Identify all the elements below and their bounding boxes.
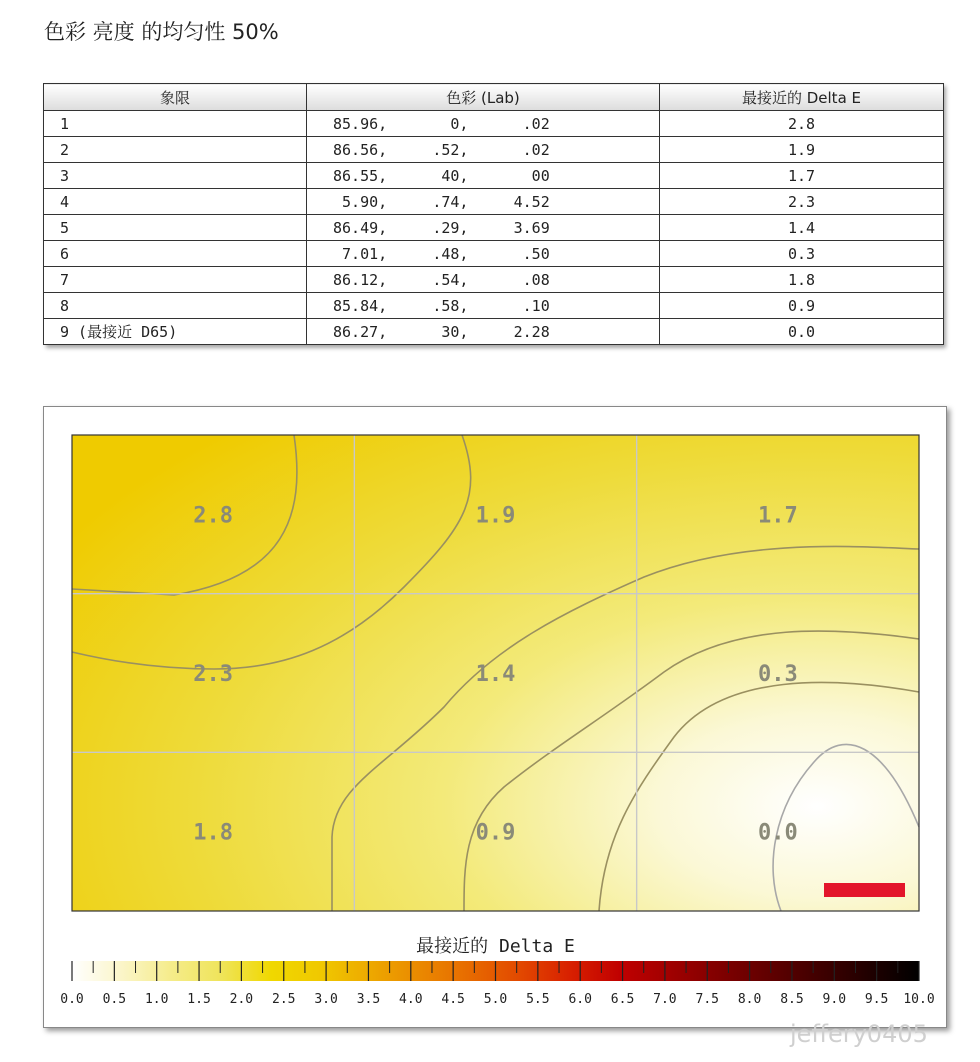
lab-cell: 7.01, .48, .50 bbox=[307, 241, 660, 267]
lab-cell: 5.90, .74, 4.52 bbox=[307, 189, 660, 215]
colorbar-tick-label: 6.5 bbox=[610, 992, 635, 1007]
delta-e-cell: 1.4 bbox=[660, 215, 944, 241]
header-lab: 色彩 (Lab) bbox=[307, 84, 660, 111]
lab-cell: 86.49, .29, 3.69 bbox=[307, 215, 660, 241]
colorbar-title: 最接近的 Delta E bbox=[416, 936, 575, 957]
delta-e-cell: 1.8 bbox=[660, 267, 944, 293]
header-quadrant: 象限 bbox=[44, 84, 307, 111]
colorbar-tick-label: 2.0 bbox=[229, 992, 254, 1007]
heatmap-panel bbox=[43, 406, 947, 1028]
colorbar-tick-label: 0.0 bbox=[60, 992, 84, 1007]
table-row bbox=[44, 319, 944, 345]
colorbar-tick-label: 9.0 bbox=[822, 992, 847, 1007]
cell-value-label: 1.7 bbox=[757, 503, 798, 529]
colorbar-tick-label: 3.5 bbox=[356, 992, 381, 1007]
quadrant-cell: 5 bbox=[44, 215, 307, 241]
lab-cell: 85.96, 0, .02 bbox=[307, 111, 660, 137]
table-row bbox=[44, 163, 944, 189]
reference-marker bbox=[824, 883, 905, 897]
colorbar-tick-label: 7.0 bbox=[653, 992, 677, 1007]
table-row bbox=[44, 241, 944, 267]
cell-value-label: 0.9 bbox=[475, 820, 516, 846]
colorbar-tick-label: 8.0 bbox=[737, 992, 762, 1007]
quadrant-cell: 8 bbox=[44, 293, 307, 319]
cell-value-label: 2.3 bbox=[193, 662, 234, 687]
delta-e-cell: 1.9 bbox=[660, 137, 944, 163]
colorbar-tick-label: 6.0 bbox=[568, 992, 592, 1007]
colorbar-tick-label: 1.5 bbox=[187, 992, 211, 1007]
page-title: 色彩 亮度 的均匀性 50% bbox=[44, 20, 279, 44]
quadrant-cell: 7 bbox=[44, 267, 307, 293]
quadrant-cell: 1 bbox=[44, 111, 307, 137]
colorbar-tick-label: 4.5 bbox=[441, 992, 465, 1007]
delta-e-cell: 0.3 bbox=[660, 241, 944, 267]
cell-value-label: 0.0 bbox=[757, 820, 798, 846]
cell-value-label: 2.8 bbox=[193, 503, 234, 529]
table-row bbox=[44, 215, 944, 241]
colorbar-tick-label: 7.5 bbox=[695, 992, 719, 1007]
quadrant-cell: 9 (最接近 D65) bbox=[44, 319, 307, 345]
lab-cell: 86.56, .52, .02 bbox=[307, 137, 660, 163]
delta-e-cell: 0.0 bbox=[660, 319, 944, 345]
watermark: jeffery0405 bbox=[790, 1020, 928, 1048]
colorbar-tick-label: 1.0 bbox=[144, 992, 169, 1007]
cell-value-label: 1.9 bbox=[475, 503, 516, 529]
colorbar-tick-label: 0.5 bbox=[102, 992, 127, 1007]
table-row bbox=[44, 189, 944, 215]
cell-value-label: 1.8 bbox=[193, 820, 234, 846]
lab-cell: 86.55, 40, 00 bbox=[307, 163, 660, 189]
cell-value-label: 1.4 bbox=[475, 662, 516, 687]
colorbar-tick-label: 2.5 bbox=[272, 992, 296, 1007]
delta-e-cell: 2.3 bbox=[660, 189, 944, 215]
colorbar-tick-label: 5.5 bbox=[526, 992, 550, 1007]
colorbar-tick-label: 3.0 bbox=[314, 992, 338, 1007]
lab-cell: 85.84, .58, .10 bbox=[307, 293, 660, 319]
quadrant-cell: 6 bbox=[44, 241, 307, 267]
quadrant-cell: 2 bbox=[44, 137, 307, 163]
table-row bbox=[44, 267, 944, 293]
uniformity-heatmap bbox=[44, 407, 946, 1027]
delta-e-cell: 0.9 bbox=[660, 293, 944, 319]
delta-e-cell: 2.8 bbox=[660, 111, 944, 137]
colorbar-tick-label: 5.0 bbox=[483, 992, 508, 1007]
colorbar-tick-label: 8.5 bbox=[780, 992, 804, 1007]
colorbar-tick-label: 4.0 bbox=[399, 992, 423, 1007]
table-header-row bbox=[44, 84, 944, 111]
delta-e-table bbox=[43, 83, 944, 345]
colorbar-tick-label: 10.0 bbox=[903, 992, 935, 1007]
cell-value-label: 0.3 bbox=[757, 662, 798, 687]
colorbar-tick-label: 9.5 bbox=[864, 992, 889, 1007]
lab-cell: 86.27, 30, 2.28 bbox=[307, 319, 660, 345]
lab-cell: 86.12, .54, .08 bbox=[307, 267, 660, 293]
quadrant-cell: 4 bbox=[44, 189, 307, 215]
header-delta-e: 最接近的 Delta E bbox=[660, 84, 944, 111]
table-row bbox=[44, 137, 944, 163]
quadrant-cell: 3 bbox=[44, 163, 307, 189]
table-row bbox=[44, 111, 944, 137]
table-row bbox=[44, 293, 944, 319]
lab-table bbox=[43, 83, 943, 345]
delta-e-cell: 1.7 bbox=[660, 163, 944, 189]
